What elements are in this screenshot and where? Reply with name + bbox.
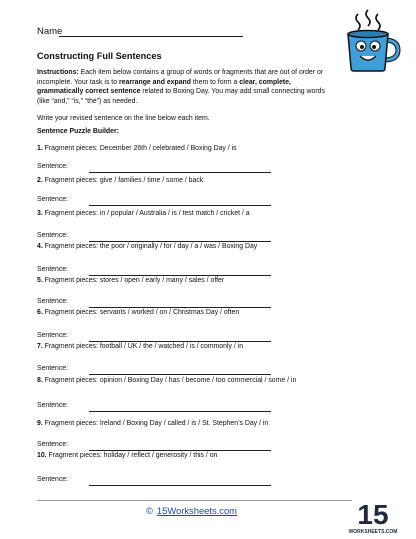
- sentence-label: Sentence:: [37, 196, 69, 203]
- copyright-icon: ©: [146, 505, 153, 516]
- answer-line[interactable]: [89, 450, 271, 451]
- sentence-label: Sentence:: [37, 365, 69, 372]
- answer-line[interactable]: [89, 374, 271, 375]
- instructions-text-3: related to Boxing Day. You may add small connecting words (like “and,” “is,” “the”) as needed.: [37, 88, 325, 105]
- answer-line[interactable]: [89, 275, 271, 276]
- sentence-label: Sentence:: [37, 332, 69, 339]
- list-item: 4. Fragment pieces: the poor / originally / for / day / a / was / Boxing Day: [37, 243, 258, 250]
- logo-number: 15: [357, 499, 389, 530]
- instructions-text-2: them to form a: [190, 78, 240, 86]
- sentence-label: Sentence:: [37, 298, 69, 305]
- answer-line[interactable]: [89, 341, 271, 342]
- sentence-label: Sentence:: [37, 232, 69, 239]
- sentence-label: Sentence:: [37, 441, 69, 448]
- logo-caption: WORKSHEETS.COM: [348, 529, 398, 535]
- sentence-label: Sentence:: [37, 163, 69, 170]
- instructions-bold-1: rearrange and expand: [118, 78, 191, 86]
- list-item: 5. Fragment pieces: stores / open / early / many / sales / offer: [37, 277, 225, 284]
- name-line: [59, 36, 243, 37]
- instructions: [37, 68, 337, 106]
- name-label: Name: [37, 26, 63, 37]
- answer-line[interactable]: [89, 241, 271, 242]
- sentence-label: Sentence:: [37, 266, 69, 273]
- sentence-label: Sentence:: [37, 476, 69, 483]
- list-item: 7. Fragment pieces: football / UK / the / watched / is / commonly / in: [37, 343, 244, 350]
- footer: [146, 505, 237, 516]
- list-item: 1. Fragment pieces: December 26th / celebrated / Boxing Day / is: [37, 145, 237, 152]
- 15-worksheets-logo: [348, 496, 398, 536]
- worksheet-title: Constructing Full Sentences: [37, 51, 162, 61]
- coffee-mug-icon: [336, 8, 404, 72]
- footer-site-link[interactable]: 15Worksheets.com: [156, 505, 237, 516]
- section-label: Sentence Puzzle Builder:: [37, 128, 119, 135]
- answer-line[interactable]: [89, 307, 271, 308]
- write-note: Write your revised sentence on the line below each item.: [37, 115, 210, 122]
- footer-divider: [37, 500, 382, 501]
- answer-line[interactable]: [89, 172, 271, 173]
- answer-line[interactable]: [89, 485, 271, 486]
- list-item: 8. Fragment pieces: opinion / Boxing Day / has / become / too commercial / some / in: [37, 377, 297, 384]
- answer-line[interactable]: [89, 205, 271, 206]
- list-item: 2. Fragment pieces: give / families / time / some / back: [37, 177, 204, 184]
- list-item: 3. Fragment pieces: in / popular / Australia / is / test match / cricket / a: [37, 210, 250, 217]
- list-item: 6. Fragment pieces: servants / worked / on / Christmas Day / often: [37, 309, 240, 316]
- instructions-label: Instructions:: [37, 69, 79, 76]
- instructions-text-1: Each item below contains a group of words or fragments that are out of order or incomplete. Your task is to: [37, 69, 324, 86]
- answer-line[interactable]: [89, 411, 271, 412]
- instructions-bold-2: clear, complete, grammatically correct sentence: [37, 78, 291, 95]
- list-item: 10. Fragment pieces: holiday / reflect / generosity / this / on: [37, 452, 218, 459]
- list-item: 9. Fragment pieces: Ireland / Boxing Day / called / is / St. Stephen’s Day / in: [37, 420, 269, 427]
- sentence-label: Sentence:: [37, 402, 69, 409]
